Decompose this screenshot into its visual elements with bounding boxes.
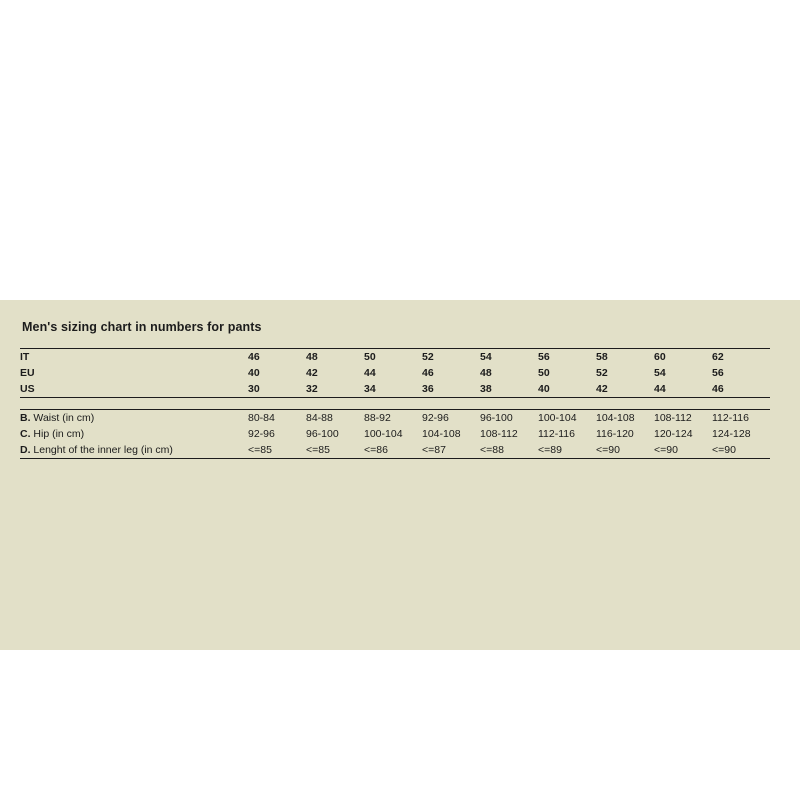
cell-waist-9: 112-116 (712, 410, 770, 427)
cell-eu-3: 44 (364, 367, 376, 379)
cell-eu-1: 40 (248, 367, 260, 379)
cell-it-8: 60 (654, 349, 712, 366)
cell-eu-6: 50 (538, 367, 550, 379)
cell-it-7: 58 (596, 349, 654, 366)
cell-inner-leg-1: <=85 (248, 442, 306, 459)
cell-us-1: 30 (248, 381, 306, 398)
cell-it-4: 52 (422, 349, 480, 366)
cell-hip-8: 120-124 (654, 428, 693, 440)
row-label-inner-leg (20, 442, 248, 459)
table-row (20, 410, 770, 427)
cell-hip-2: 96-100 (306, 428, 339, 440)
row-label-eu: EU (20, 367, 35, 379)
cell-it-6: 56 (538, 349, 596, 366)
cell-us-5: 38 (480, 381, 538, 398)
cell-us-7: 42 (596, 381, 654, 398)
row-label-inner-leg-letter: D. (20, 444, 31, 456)
sizing-table (20, 348, 770, 459)
cell-inner-leg-5: <=88 (480, 442, 538, 459)
cell-hip-6: 112-116 (538, 428, 575, 440)
cell-waist-8: 108-112 (654, 410, 712, 427)
cell-waist-3: 88-92 (364, 410, 422, 427)
row-label-hip-text: Hip (in cm) (30, 428, 85, 440)
row-label-hip-letter: C. (20, 428, 31, 440)
cell-inner-leg-7: <=90 (596, 442, 654, 459)
table-row (20, 381, 770, 398)
spacer-cell (20, 398, 770, 410)
table-row (20, 349, 770, 366)
cell-waist-1: 80-84 (248, 410, 306, 427)
row-label-us: US (20, 381, 248, 398)
cell-inner-leg-4: <=87 (422, 442, 480, 459)
cell-us-6: 40 (538, 381, 596, 398)
cell-hip-5: 108-112 (480, 428, 518, 440)
cell-hip-7: 116-120 (596, 428, 634, 440)
table-row (20, 426, 770, 442)
cell-it-5: 54 (480, 349, 538, 366)
row-label-waist-text: Waist (in cm) (30, 412, 95, 424)
cell-waist-7: 104-108 (596, 410, 654, 427)
cell-hip-9: 124-128 (712, 428, 751, 440)
cell-eu-8: 54 (654, 367, 666, 379)
cell-inner-leg-3: <=86 (364, 442, 422, 459)
page-title: Men's sizing chart in numbers for pants (22, 320, 262, 334)
cell-eu-7: 52 (596, 367, 608, 379)
cell-inner-leg-2: <=85 (306, 442, 364, 459)
row-label-hip (20, 426, 248, 442)
cell-waist-2: 84-88 (306, 410, 364, 427)
row-label-waist-letter: B. (20, 412, 31, 424)
cell-us-3: 34 (364, 381, 422, 398)
cell-waist-5: 96-100 (480, 410, 538, 427)
cell-waist-6: 100-104 (538, 410, 596, 427)
cell-eu-5: 48 (480, 367, 492, 379)
cell-waist-4: 92-96 (422, 410, 480, 427)
cell-hip-3: 100-104 (364, 428, 403, 440)
table-row (20, 442, 770, 459)
table-row (20, 365, 770, 381)
cell-inner-leg-9: <=90 (712, 442, 770, 459)
cell-it-1: 46 (248, 349, 306, 366)
cell-eu-9: 56 (712, 367, 724, 379)
row-label-waist (20, 410, 248, 427)
cell-eu-2: 42 (306, 367, 318, 379)
cell-us-4: 36 (422, 381, 480, 398)
cell-it-3: 50 (364, 349, 422, 366)
row-label-inner-leg-text: Lenght of the inner leg (in cm) (30, 444, 173, 456)
cell-hip-4: 104-108 (422, 428, 461, 440)
cell-us-9: 46 (712, 381, 770, 398)
cell-it-2: 48 (306, 349, 364, 366)
cell-us-2: 32 (306, 381, 364, 398)
row-label-it: IT (20, 349, 248, 366)
cell-hip-1: 92-96 (248, 428, 275, 440)
cell-eu-4: 46 (422, 367, 434, 379)
cell-us-8: 44 (654, 381, 712, 398)
sizing-chart-panel (0, 300, 800, 650)
table-spacer (20, 398, 770, 410)
cell-inner-leg-6: <=89 (538, 442, 596, 459)
cell-inner-leg-8: <=90 (654, 442, 712, 459)
cell-it-9: 62 (712, 349, 770, 366)
